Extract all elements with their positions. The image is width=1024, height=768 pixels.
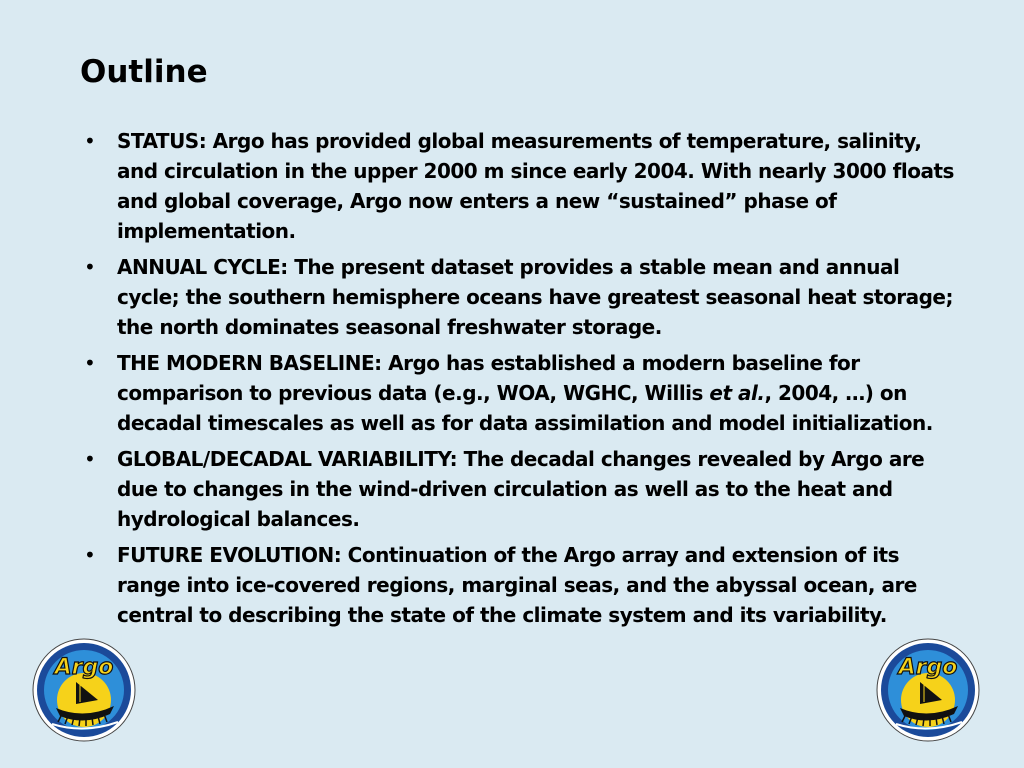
bullet-text-before: THE MODERN BASELINE: Argo has established a modern baseline for comparison to previous data (e.g., WOA, WGHC, Willis [117, 351, 860, 405]
argo-logo-right [876, 638, 980, 742]
bullet-item-status [84, 126, 964, 246]
bullet-item-global-decadal [84, 444, 964, 534]
argo-logo-icon [32, 638, 136, 742]
bullet-dot: • [84, 255, 96, 279]
bullet-dot: • [84, 543, 96, 567]
bullet-text [117, 351, 933, 435]
bullet-dot: • [84, 351, 96, 375]
bullet-list [84, 126, 964, 636]
bullet-item-future-evolution [84, 540, 964, 630]
bullet-text: STATUS: Argo has provided global measurements of temperature, salinity, and circulation in the upper 2000 m since early 2004. With nearly 3000 floats and global coverage, Argo now enters a new “sustained” phase of implementation. [117, 129, 954, 243]
slide-title: Outline [80, 54, 208, 90]
argo-logo-left [32, 638, 136, 742]
bullet-item-annual-cycle [84, 252, 964, 342]
argo-logo-text: Argo [898, 655, 958, 680]
bullet-item-modern-baseline [84, 348, 964, 438]
bullet-dot: • [84, 129, 96, 153]
bullet-dot: • [84, 447, 96, 471]
bullet-text: ANNUAL CYCLE: The present dataset provides a stable mean and annual cycle; the southern hemisphere oceans have greatest seasonal heat storage; the north dominates seasonal freshwater storage. [117, 255, 953, 339]
argo-logo-text: Argo [54, 655, 114, 680]
argo-logo-icon [876, 638, 980, 742]
bullet-text-after: , 2004, …) on decadal timescales as well as for data assimilation and model initialization. [117, 381, 933, 435]
bullet-text: GLOBAL/DECADAL VARIABILITY: The decadal changes revealed by Argo are due to changes in the wind-driven circulation as well as to the heat and hydrological balances. [117, 447, 925, 531]
bullet-text: FUTURE EVOLUTION: Continuation of the Argo array and extension of its range into ice-covered regions, marginal seas, and the abyssal ocean, are central to describing the state of the climate system and its variability. [117, 543, 917, 627]
bullet-text-italic: et al. [709, 381, 765, 405]
